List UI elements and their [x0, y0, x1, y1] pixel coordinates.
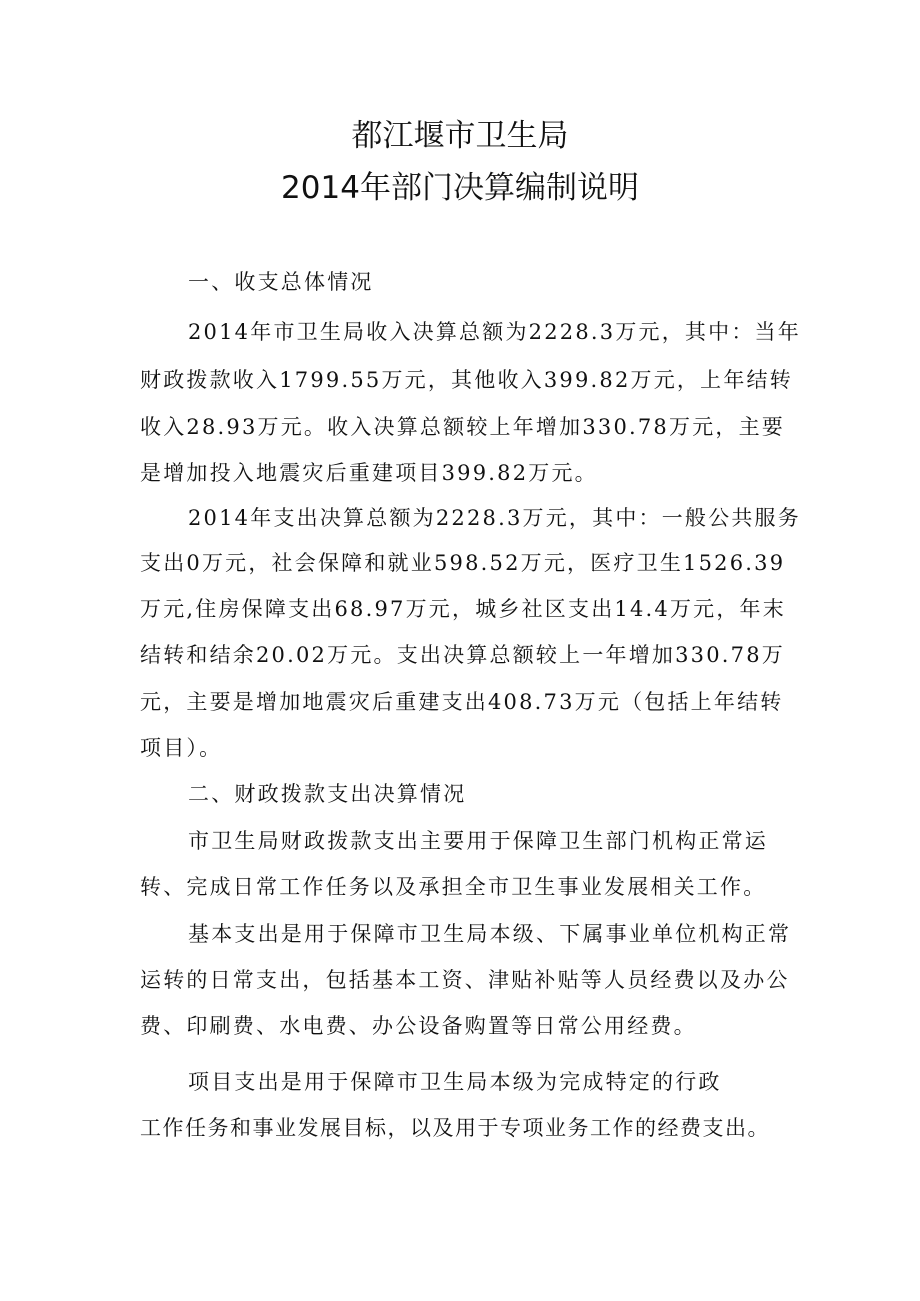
paragraph-line: 支出0万元，社会保障和就业598.52万元，医疗卫生1526.39 — [140, 551, 786, 575]
paragraph-line: 运转的日常支出，包括基本工资、津贴补贴等人员经费以及办公 — [140, 968, 790, 992]
paragraph-line: 万元,住房保障支出68.97万元，城乡社区支出14.4万元，年末 — [140, 597, 786, 621]
paragraph-line: 收入28.93万元。收入决算总额较上年增加330.78万元，主要 — [140, 415, 785, 439]
paragraph-line: 财政拨款收入1799.55万元，其他收入399.82万元，上年结转 — [140, 368, 793, 392]
paragraph-line: 费、印刷费、水电费、办公设备购置等日常公用经费。 — [140, 1014, 697, 1038]
paragraph-line: 是增加投入地震灾后重建项目399.82万元。 — [140, 461, 598, 485]
paragraph-line: 市卫生局财政拨款支出主要用于保障卫生部门机构正常运 — [188, 829, 768, 853]
paragraph-line: 工作任务和事业发展目标，以及用于专项业务工作的经费支出。 — [140, 1116, 770, 1140]
paragraph-line: 转、完成日常工作任务以及承担全市卫生事业发展相关工作。 — [140, 875, 767, 899]
paragraph-line: 项目）。 — [140, 736, 223, 760]
paragraph-line: 结转和结余20.02万元。支出决算总额较上一年增加330.78万 — [140, 643, 785, 667]
paragraph-line: 2014年市卫生局收入决算总额为2228.3万元，其中：当年 — [188, 320, 801, 344]
paragraph-line: 基本支出是用于保障市卫生局本级、下属事业单位机构正常 — [188, 922, 792, 946]
section-heading-1: 一、收支总体情况 — [188, 270, 374, 294]
paragraph-line: 元，主要是增加地震灾后重建支出408.73万元（包括上年结转 — [140, 690, 784, 714]
paragraph-line: 2014年支出决算总额为2228.3万元，其中：一般公共服务 — [188, 506, 801, 530]
document-title-org: 都江堰市卫生局 — [351, 118, 569, 154]
document-title-main: 2014年部门决算编制说明 — [281, 170, 639, 206]
section-heading-2: 二、财政拨款支出决算情况 — [188, 782, 467, 806]
paragraph-line: 项目支出是用于保障市卫生局本级为完成特定的行政 — [188, 1070, 722, 1094]
